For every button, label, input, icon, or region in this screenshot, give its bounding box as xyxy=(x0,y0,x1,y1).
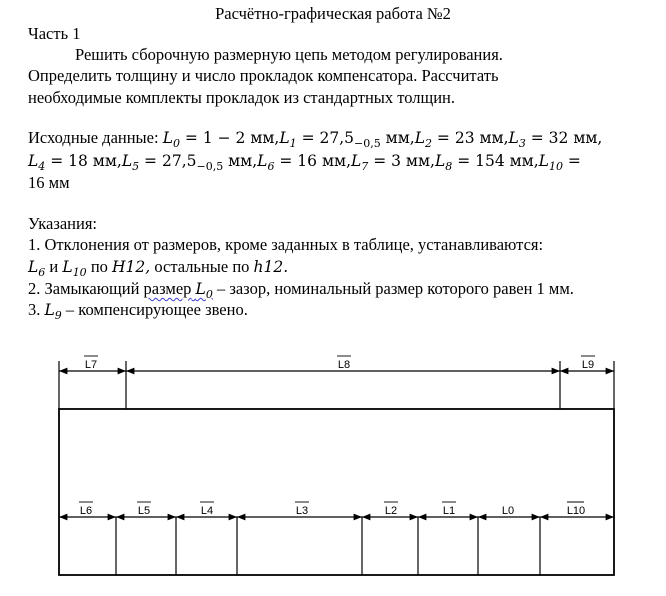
L10-value: $L_{10}$ = xyxy=(538,152,581,173)
label-L5: L5 xyxy=(137,505,151,517)
notes-label: Указания: xyxy=(28,214,97,233)
spellcheck-word: размер $L_0$ xyxy=(143,279,213,301)
L8-value: $L_8 = 154$ мм, xyxy=(434,152,539,173)
L4-value: $L_4 = 18$ мм, xyxy=(28,152,122,173)
note-3: 3. $L_9$ – компенсирующее звено. xyxy=(28,300,248,322)
L1-value: $L_1 = 27,5_{-0,5}$ мм, xyxy=(279,129,415,150)
L6-symbol: $L_6$ xyxy=(28,258,46,279)
L9-symbol: $L_9$ xyxy=(44,301,62,322)
L5-value: $L_5 = 27,5_{-0,5}$ мм, xyxy=(121,152,258,173)
source-data-line-3: 16 мм xyxy=(28,173,70,192)
task-line-2: Определить толщину и число прокладок компенсатора. Рассчитать xyxy=(28,66,499,85)
note-1-continued: $L_6$ и $L_{10}$ по H12, остальные по h12. xyxy=(28,257,289,279)
L3-value: $L_3 = 32$ мм, xyxy=(508,129,603,150)
label-L3: L3 xyxy=(295,505,309,517)
part-heading: Часть 1 xyxy=(28,24,81,43)
label-L4: L4 xyxy=(200,505,214,517)
label-L10: L10 xyxy=(566,505,586,517)
task-line-3: необходимые комплекты прокладок из стандартных толщин. xyxy=(28,88,455,107)
source-label: Исходные данные: xyxy=(28,128,159,147)
label-L2: L2 xyxy=(384,505,398,517)
label-L9: L9 xyxy=(581,359,595,371)
L6-value: $L_6 = 16$ мм, xyxy=(257,152,351,173)
label-L6: L6 xyxy=(79,505,93,517)
L2-value: $L_2 = 23$ мм, xyxy=(414,129,509,150)
L7-value: $L_7 = 3$ мм, xyxy=(351,152,435,173)
page-title: Расчётно-графическая работа №2 xyxy=(215,4,451,23)
L0-value: $L_0 = 1 - 2$ мм, xyxy=(162,129,280,150)
h12-tolerance: h12. xyxy=(253,258,289,276)
label-L1: L1 xyxy=(442,505,456,517)
L10-symbol: $L_{10}$ xyxy=(62,258,87,279)
note-2: 2. Замыкающий размер $L_0$ – зазор, номинальный размер которого равен 1 мм. xyxy=(28,279,574,301)
label-L8: L8 xyxy=(337,359,351,371)
label-L7: L7 xyxy=(84,359,98,371)
assembly-body xyxy=(59,409,614,575)
H12-tolerance: H12, xyxy=(112,258,151,276)
task-line-1: Решить сборочную размерную цепь методом регулирования. xyxy=(75,45,503,64)
note-1: 1. Отклонения от размеров, кроме заданных в таблице, устанавливаются: xyxy=(28,235,544,254)
label-L0: L0 xyxy=(501,505,515,517)
